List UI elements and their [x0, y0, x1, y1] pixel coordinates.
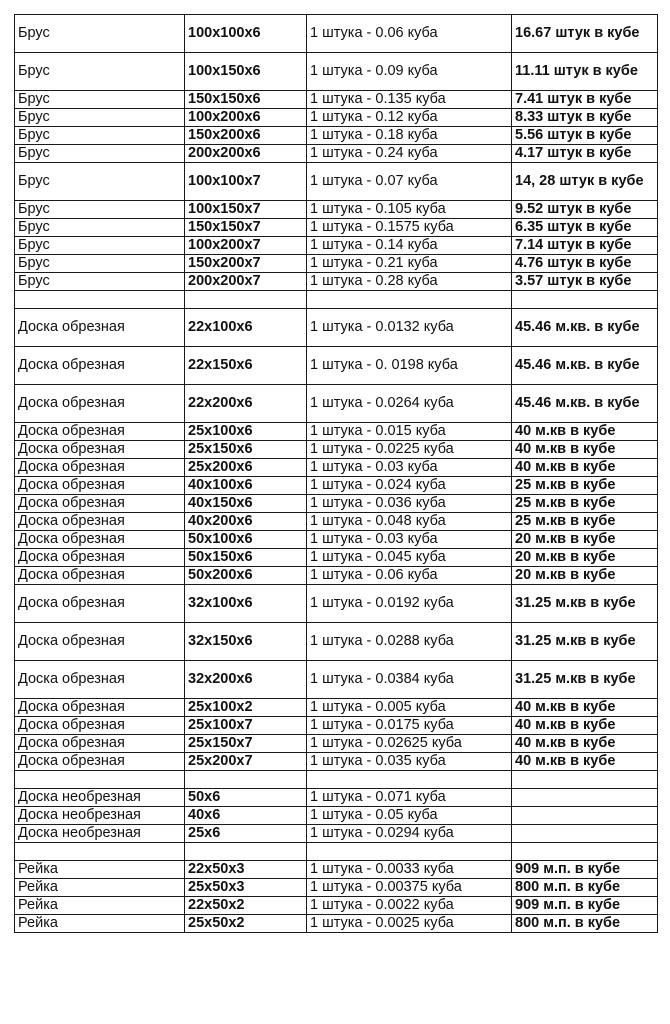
product-name-cell: Доска обрезная: [15, 531, 185, 549]
unit-volume-cell: [307, 843, 512, 861]
product-name-cell: Доска обрезная: [15, 585, 185, 623]
table-row: [15, 735, 658, 753]
unit-volume-cell: 1 штука - 0.00375 куба: [307, 879, 512, 897]
per-cubic-meter-cell: 45.46 м.кв. в кубе: [512, 309, 658, 347]
size-cell: 200x200x7: [185, 273, 307, 291]
unit-volume-cell: 1 штука - 0.14 куба: [307, 237, 512, 255]
table-row: [15, 145, 658, 163]
unit-volume-cell: 1 штука - 0. 0198 куба: [307, 347, 512, 385]
size-cell: 40x6: [185, 807, 307, 825]
table-row: [15, 53, 658, 91]
size-cell: 40x200x6: [185, 513, 307, 531]
unit-volume-cell: 1 штука - 0.0288 куба: [307, 623, 512, 661]
per-cubic-meter-cell: 3.57 штук в кубе: [512, 273, 658, 291]
table-row: [15, 459, 658, 477]
unit-volume-cell: 1 штука - 0.06 куба: [307, 15, 512, 53]
per-cubic-meter-cell: 20 м.кв в кубе: [512, 567, 658, 585]
product-name-cell: Брус: [15, 201, 185, 219]
table-row: [15, 109, 658, 127]
product-name-cell: Брус: [15, 15, 185, 53]
size-cell: 22x50x3: [185, 861, 307, 879]
per-cubic-meter-cell: [512, 843, 658, 861]
unit-volume-cell: 1 штука - 0.0025 куба: [307, 915, 512, 933]
product-name-cell: Доска необрезная: [15, 825, 185, 843]
size-cell: 150x150x7: [185, 219, 307, 237]
unit-volume-cell: 1 штука - 0.0264 куба: [307, 385, 512, 423]
unit-volume-cell: 1 штука - 0.03 куба: [307, 531, 512, 549]
unit-volume-cell: 1 штука - 0.015 куба: [307, 423, 512, 441]
size-cell: 100x200x7: [185, 237, 307, 255]
unit-volume-cell: [307, 291, 512, 309]
size-cell: 32x150x6: [185, 623, 307, 661]
per-cubic-meter-cell: 40 м.кв в кубе: [512, 735, 658, 753]
per-cubic-meter-cell: 20 м.кв в кубе: [512, 531, 658, 549]
product-name-cell: Доска обрезная: [15, 385, 185, 423]
size-cell: 25x150x6: [185, 441, 307, 459]
per-cubic-meter-cell: 31.25 м.кв в кубе: [512, 623, 658, 661]
table-row: [15, 255, 658, 273]
product-name-cell: Брус: [15, 219, 185, 237]
per-cubic-meter-cell: 25 м.кв в кубе: [512, 495, 658, 513]
product-name-cell: Доска необрезная: [15, 807, 185, 825]
per-cubic-meter-cell: 909 м.п. в кубе: [512, 897, 658, 915]
table-row: [15, 567, 658, 585]
unit-volume-cell: 1 штука - 0.21 куба: [307, 255, 512, 273]
per-cubic-meter-cell: 8.33 штук в кубе: [512, 109, 658, 127]
unit-volume-cell: 1 штука - 0.05 куба: [307, 807, 512, 825]
separator-row: [15, 771, 658, 789]
product-name-cell: [15, 291, 185, 309]
per-cubic-meter-cell: 45.46 м.кв. в кубе: [512, 385, 658, 423]
per-cubic-meter-cell: 31.25 м.кв в кубе: [512, 661, 658, 699]
product-name-cell: Брус: [15, 145, 185, 163]
size-cell: 32x100x6: [185, 585, 307, 623]
unit-volume-cell: 1 штука - 0.18 куба: [307, 127, 512, 145]
product-name-cell: Рейка: [15, 879, 185, 897]
table-row: [15, 237, 658, 255]
product-name-cell: Брус: [15, 91, 185, 109]
table-row: [15, 423, 658, 441]
product-name-cell: Брус: [15, 127, 185, 145]
unit-volume-cell: 1 штука - 0.12 куба: [307, 109, 512, 127]
size-cell: 25x50x2: [185, 915, 307, 933]
size-cell: 50x6: [185, 789, 307, 807]
product-name-cell: Рейка: [15, 915, 185, 933]
per-cubic-meter-cell: 6.35 штук в кубе: [512, 219, 658, 237]
per-cubic-meter-cell: 9.52 штук в кубе: [512, 201, 658, 219]
unit-volume-cell: 1 штука - 0.0033 куба: [307, 861, 512, 879]
per-cubic-meter-cell: 40 м.кв в кубе: [512, 699, 658, 717]
size-cell: 50x200x6: [185, 567, 307, 585]
unit-volume-cell: 1 штука - 0.07 куба: [307, 163, 512, 201]
product-name-cell: Доска обрезная: [15, 623, 185, 661]
table-row: [15, 219, 658, 237]
unit-volume-cell: 1 штука - 0.024 куба: [307, 477, 512, 495]
table-row: [15, 753, 658, 771]
product-name-cell: Доска обрезная: [15, 661, 185, 699]
size-cell: 32x200x6: [185, 661, 307, 699]
product-name-cell: Доска обрезная: [15, 347, 185, 385]
size-cell: 22x150x6: [185, 347, 307, 385]
unit-volume-cell: 1 штука - 0.1575 куба: [307, 219, 512, 237]
size-cell: 22x100x6: [185, 309, 307, 347]
product-name-cell: Доска обрезная: [15, 567, 185, 585]
product-name-cell: Доска обрезная: [15, 309, 185, 347]
per-cubic-meter-cell: 11.11 штук в кубе: [512, 53, 658, 91]
lumber-volume-sheet: [14, 14, 657, 933]
table-row: [15, 531, 658, 549]
table-row: [15, 717, 658, 735]
table-row: [15, 273, 658, 291]
table-row: [15, 91, 658, 109]
per-cubic-meter-cell: 40 м.кв в кубе: [512, 459, 658, 477]
table-row: [15, 585, 658, 623]
size-cell: 22x50x2: [185, 897, 307, 915]
unit-volume-cell: 1 штука - 0.0384 куба: [307, 661, 512, 699]
unit-volume-cell: 1 штука - 0.03 куба: [307, 459, 512, 477]
per-cubic-meter-cell: [512, 291, 658, 309]
lumber-volume-table: [14, 14, 658, 933]
unit-volume-cell: 1 штука - 0.105 куба: [307, 201, 512, 219]
size-cell: 40x100x6: [185, 477, 307, 495]
unit-volume-cell: 1 штука - 0.0225 куба: [307, 441, 512, 459]
per-cubic-meter-cell: [512, 825, 658, 843]
size-cell: 25x6: [185, 825, 307, 843]
per-cubic-meter-cell: 25 м.кв в кубе: [512, 477, 658, 495]
unit-volume-cell: 1 штука - 0.036 куба: [307, 495, 512, 513]
unit-volume-cell: 1 штука - 0.06 куба: [307, 567, 512, 585]
size-cell: 25x100x7: [185, 717, 307, 735]
per-cubic-meter-cell: 40 м.кв в кубе: [512, 717, 658, 735]
unit-volume-cell: 1 штука - 0.09 куба: [307, 53, 512, 91]
per-cubic-meter-cell: 4.17 штук в кубе: [512, 145, 658, 163]
product-name-cell: Доска обрезная: [15, 495, 185, 513]
table-row: [15, 861, 658, 879]
product-name-cell: Брус: [15, 163, 185, 201]
table-row: [15, 15, 658, 53]
product-name-cell: Брус: [15, 255, 185, 273]
per-cubic-meter-cell: 40 м.кв в кубе: [512, 423, 658, 441]
size-cell: [185, 771, 307, 789]
product-name-cell: [15, 843, 185, 861]
per-cubic-meter-cell: 909 м.п. в кубе: [512, 861, 658, 879]
per-cubic-meter-cell: 16.67 штук в кубе: [512, 15, 658, 53]
separator-row: [15, 291, 658, 309]
product-name-cell: Доска обрезная: [15, 735, 185, 753]
table-row: [15, 513, 658, 531]
unit-volume-cell: 1 штука - 0.045 куба: [307, 549, 512, 567]
per-cubic-meter-cell: [512, 789, 658, 807]
per-cubic-meter-cell: [512, 771, 658, 789]
unit-volume-cell: 1 штука - 0.0294 куба: [307, 825, 512, 843]
unit-volume-cell: 1 штука - 0.135 куба: [307, 91, 512, 109]
unit-volume-cell: 1 штука - 0.0175 куба: [307, 717, 512, 735]
unit-volume-cell: 1 штука - 0.02625 куба: [307, 735, 512, 753]
table-row: [15, 807, 658, 825]
size-cell: 100x100x7: [185, 163, 307, 201]
size-cell: 100x150x6: [185, 53, 307, 91]
size-cell: 150x200x6: [185, 127, 307, 145]
table-row: [15, 477, 658, 495]
per-cubic-meter-cell: 31.25 м.кв в кубе: [512, 585, 658, 623]
per-cubic-meter-cell: 4.76 штук в кубе: [512, 255, 658, 273]
table-row: [15, 915, 658, 933]
product-name-cell: Доска обрезная: [15, 441, 185, 459]
table-row: [15, 879, 658, 897]
product-name-cell: Доска обрезная: [15, 753, 185, 771]
product-name-cell: Брус: [15, 109, 185, 127]
product-name-cell: Брус: [15, 237, 185, 255]
unit-volume-cell: 1 штука - 0.28 куба: [307, 273, 512, 291]
product-name-cell: Брус: [15, 53, 185, 91]
table-body: [15, 15, 658, 933]
size-cell: 25x50x3: [185, 879, 307, 897]
per-cubic-meter-cell: 7.14 штук в кубе: [512, 237, 658, 255]
size-cell: 25x150x7: [185, 735, 307, 753]
table-row: [15, 127, 658, 145]
size-cell: 25x100x6: [185, 423, 307, 441]
separator-row: [15, 843, 658, 861]
size-cell: 100x200x6: [185, 109, 307, 127]
size-cell: 150x150x6: [185, 91, 307, 109]
size-cell: 25x200x6: [185, 459, 307, 477]
table-row: [15, 347, 658, 385]
per-cubic-meter-cell: 45.46 м.кв. в кубе: [512, 347, 658, 385]
per-cubic-meter-cell: 5.56 штук в кубе: [512, 127, 658, 145]
table-row: [15, 163, 658, 201]
size-cell: 50x100x6: [185, 531, 307, 549]
table-row: [15, 623, 658, 661]
size-cell: [185, 843, 307, 861]
size-cell: 100x150x7: [185, 201, 307, 219]
product-name-cell: Рейка: [15, 897, 185, 915]
product-name-cell: [15, 771, 185, 789]
unit-volume-cell: [307, 771, 512, 789]
size-cell: 25x200x7: [185, 753, 307, 771]
product-name-cell: Доска обрезная: [15, 513, 185, 531]
unit-volume-cell: 1 штука - 0.035 куба: [307, 753, 512, 771]
table-row: [15, 825, 658, 843]
per-cubic-meter-cell: 800 м.п. в кубе: [512, 915, 658, 933]
per-cubic-meter-cell: 40 м.кв в кубе: [512, 753, 658, 771]
size-cell: 150x200x7: [185, 255, 307, 273]
table-row: [15, 699, 658, 717]
product-name-cell: Доска обрезная: [15, 477, 185, 495]
product-name-cell: Брус: [15, 273, 185, 291]
product-name-cell: Доска обрезная: [15, 717, 185, 735]
product-name-cell: Доска обрезная: [15, 423, 185, 441]
table-row: [15, 385, 658, 423]
table-row: [15, 661, 658, 699]
per-cubic-meter-cell: 20 м.кв в кубе: [512, 549, 658, 567]
per-cubic-meter-cell: 40 м.кв в кубе: [512, 441, 658, 459]
table-row: [15, 789, 658, 807]
product-name-cell: Рейка: [15, 861, 185, 879]
unit-volume-cell: 1 штука - 0.24 куба: [307, 145, 512, 163]
table-row: [15, 309, 658, 347]
table-row: [15, 897, 658, 915]
per-cubic-meter-cell: 25 м.кв в кубе: [512, 513, 658, 531]
table-row: [15, 201, 658, 219]
size-cell: [185, 291, 307, 309]
size-cell: 25x100x2: [185, 699, 307, 717]
product-name-cell: Доска обрезная: [15, 459, 185, 477]
size-cell: 40x150x6: [185, 495, 307, 513]
table-row: [15, 441, 658, 459]
product-name-cell: Доска необрезная: [15, 789, 185, 807]
per-cubic-meter-cell: 14, 28 штук в кубе: [512, 163, 658, 201]
unit-volume-cell: 1 штука - 0.0192 куба: [307, 585, 512, 623]
product-name-cell: Доска обрезная: [15, 549, 185, 567]
size-cell: 50x150x6: [185, 549, 307, 567]
unit-volume-cell: 1 штука - 0.0132 куба: [307, 309, 512, 347]
per-cubic-meter-cell: 800 м.п. в кубе: [512, 879, 658, 897]
product-name-cell: Доска обрезная: [15, 699, 185, 717]
size-cell: 200x200x6: [185, 145, 307, 163]
unit-volume-cell: 1 штука - 0.0022 куба: [307, 897, 512, 915]
per-cubic-meter-cell: 7.41 штук в кубе: [512, 91, 658, 109]
unit-volume-cell: 1 штука - 0.005 куба: [307, 699, 512, 717]
size-cell: 22x200x6: [185, 385, 307, 423]
unit-volume-cell: 1 штука - 0.071 куба: [307, 789, 512, 807]
unit-volume-cell: 1 штука - 0.048 куба: [307, 513, 512, 531]
per-cubic-meter-cell: [512, 807, 658, 825]
size-cell: 100x100x6: [185, 15, 307, 53]
table-row: [15, 495, 658, 513]
table-row: [15, 549, 658, 567]
